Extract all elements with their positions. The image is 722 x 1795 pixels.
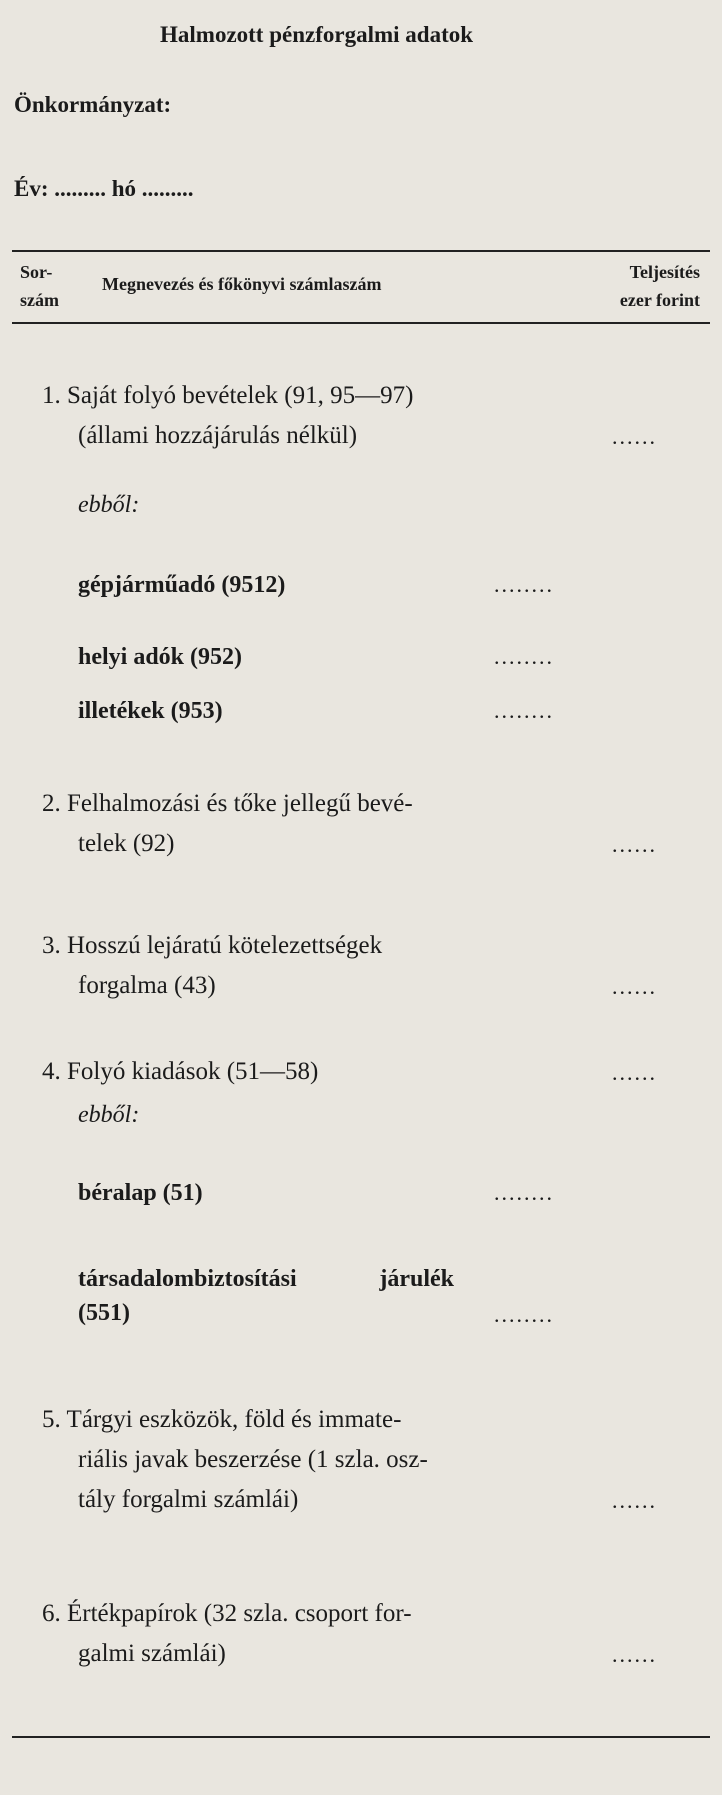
item-6-value-dots: ...... [612, 1642, 657, 1667]
item-1-line2: (állami hozzájárulás nélkül) [78, 422, 358, 449]
column-sorszam [20, 260, 59, 312]
year-month-field: Év: ......... hó ......... [14, 176, 194, 201]
table-bottom-rule [12, 1736, 710, 1738]
item-5-line2: riális javak beszerzése (1 szla. osz- [78, 1446, 428, 1473]
column-megnevezes: Megnevezés és főkönyvi számlaszám [102, 274, 382, 294]
item-3-value-dots: ...... [612, 974, 657, 999]
column-sorszam-line2: szám [20, 290, 59, 310]
item-1-sub-illetekek: illetékek (953) [78, 698, 223, 724]
item-3-line2: forgalma (43) [78, 972, 216, 999]
item-4-sub-tb-jarulek-line2: (551) [78, 1300, 130, 1326]
item-6-line2: galmi számlái) [78, 1640, 226, 1667]
item-4-value-dots: ...... [612, 1060, 657, 1085]
column-teljesites-line1: Teljesítés [629, 262, 700, 282]
item-4-sub-beralap-dots: ........ [494, 1180, 554, 1205]
item-5-line3: tály forgalmi számlái) [78, 1486, 299, 1513]
onkormanyzat-label: Önkormányzat: [14, 92, 172, 117]
item-5-value-dots: ...... [612, 1488, 657, 1513]
item-2-line1: 2. Felhalmozási és tőke jellegű bevé- [42, 790, 413, 817]
item-1-sub-gepjarmuado-dots: ........ [494, 572, 554, 597]
header-top-rule [12, 250, 710, 252]
item-4-sub-tb-jarulek [78, 1262, 454, 1330]
item-3-line1: 3. Hosszú lejáratú kötelezettségek [42, 932, 383, 959]
header-bottom-rule [12, 322, 710, 324]
item-1-ebbol: ebből: [78, 492, 140, 518]
column-teljesites-line2: ezer forint [619, 290, 700, 310]
item-4-ebbol: ebből: [78, 1102, 140, 1128]
item-2-value-dots: ...... [612, 832, 657, 857]
item-4-line1: 4. Folyó kiadások (51—58) [42, 1058, 319, 1085]
item-1-sub-helyi-adok-dots: ........ [494, 644, 554, 669]
item-6-line1: 6. Értékpapírok (32 szla. csoport for- [42, 1600, 412, 1627]
item-4-sub-tb-jarulek-line1: társadalombiztosítási járulék [78, 1266, 454, 1292]
column-teljesites [620, 260, 700, 312]
item-1-sub-illetekek-dots: ........ [494, 698, 554, 723]
form-title: Halmozott pénzforgalmi adatok [160, 22, 474, 47]
item-1-value-dots: ...... [612, 424, 657, 449]
item-1-line1: 1. Saját folyó bevételek (91, 95—97) [42, 382, 414, 409]
column-sorszam-line1: Sor- [20, 262, 53, 282]
item-4-sub-beralap: béralap (51) [78, 1180, 203, 1206]
item-4-sub-tb-jarulek-dots: ........ [494, 1302, 554, 1327]
item-1-sub-helyi-adok: helyi adók (952) [78, 644, 243, 670]
item-2-line2: telek (92) [78, 830, 175, 857]
item-5-line1: 5. Tárgyi eszközök, föld és immate- [42, 1406, 402, 1433]
item-1-sub-gepjarmuado: gépjárműadó (9512) [78, 572, 286, 598]
